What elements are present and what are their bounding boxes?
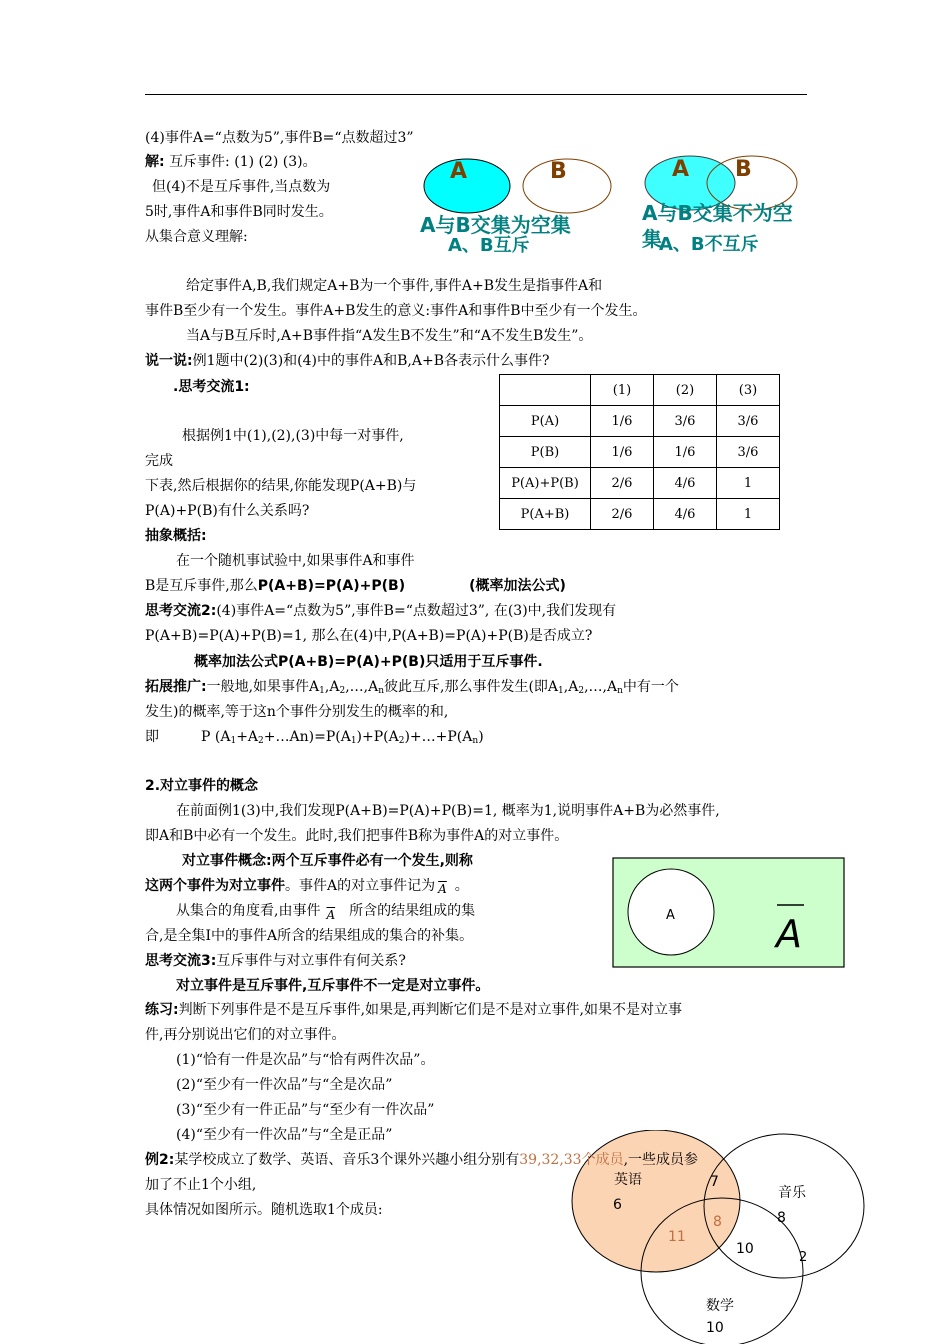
table-cell: (3): [717, 375, 780, 406]
table-cell: 1/6: [654, 437, 717, 468]
table-cell: 1: [717, 468, 780, 499]
exercise-line-2: 件,再分别说出它们的对立事件。: [145, 1027, 346, 1043]
table-cell: 2/6: [591, 499, 654, 530]
table-cell: P(B): [500, 437, 591, 468]
math-label: 数学: [706, 1298, 734, 1314]
relation-statement: 对立事件是互斥事件,互斥事件不一定是对立事件。: [176, 978, 490, 994]
think1-line-3: 下表,然后根据你的结果,你能发现P(A+B)与: [145, 478, 417, 494]
think1-title: .思考交流1:: [173, 379, 250, 395]
extension-line-1: 拓展推广:一般地,如果事件$A_1,A_2,\dots,A_n$彼此互斥,那么事件发生(即$A_1,A_2,\dots,A_n$中有一个: [145, 679, 679, 696]
venn2-caption: A与B交集不为空: [642, 201, 793, 225]
think3-line: 思考交流3:互斥事件与对立事件有何关系?: [145, 953, 406, 969]
think1-line-1: 根据例1中(1),(2),(3)中每一对事件,: [182, 428, 404, 444]
solution-line: 解: 互斥事件: (1) (2) (3)。: [145, 154, 317, 170]
exercise-item: (3)“至少有一件正品”与“至少有一件次品”: [176, 1102, 435, 1118]
section-2-line-2: 即A和B中必有一个发生。此时,我们把事件B称为事件A的对立事件。: [145, 828, 569, 844]
section-2-title: 2.对立事件的概念: [145, 778, 259, 794]
table-cell: 1: [717, 499, 780, 530]
table-cell: P(A+B): [500, 499, 591, 530]
table-row: [500, 468, 780, 499]
set-view-line-1: 从集合的角度看,由事件 $\overline{A}$ 所含的结果组成的集: [176, 903, 476, 922]
table-header-row: [500, 375, 780, 406]
math-only-count: 10: [706, 1320, 724, 1336]
venn1-set-b: [523, 159, 611, 213]
exercise-item: (2)“至少有一件次品”与“全是次品”: [176, 1077, 393, 1093]
english-only-count: 6: [613, 1197, 622, 1213]
table-cell: 1/6: [591, 437, 654, 468]
venn1-label-b: B: [550, 159, 567, 184]
music-label: 音乐: [778, 1185, 806, 1201]
section-2-line-1: 在前面例1(3)中,我们发现P(A+B)=P(A)+P(B)=1, 概率为1,说明事件A+B为必然事件,: [176, 803, 720, 819]
think1-line-4: P(A)+P(B)有什么关系吗?: [145, 503, 310, 519]
def-line-3: 当A与B互斥时,A+B事件指“A发生B不发生”和“A不发生B发生”。: [186, 328, 593, 344]
english-math-count: 11: [668, 1229, 686, 1245]
outside-count: 2: [799, 1250, 808, 1265]
extension-line-2: 发生)的概率,等于这n个事件分别发生的概率的和,: [145, 704, 449, 720]
music-math-count: 10: [736, 1241, 754, 1257]
example-2-line-2: 加了不止1个小组,: [145, 1177, 257, 1193]
venn2-label-a: A: [672, 157, 690, 182]
table-cell: (2): [654, 375, 717, 406]
think2-line: 思考交流2:(4)事件A=“点数为5”,事件B=“点数超过3”, 在(3)中,我们发现有: [145, 603, 617, 619]
solution-line-3: 5时,事件A和事件B同时发生。: [145, 204, 333, 220]
venn2-caption-2a: 集: [642, 227, 662, 251]
venn-mutual-exclusion: [410, 150, 830, 260]
venn2-caption-2b: A、B不互斥: [659, 234, 759, 255]
example-2-line-3: 具体情况如图所示。随机选取1个成员:: [145, 1202, 383, 1218]
english-music-count: 7: [710, 1174, 719, 1190]
table-row: [500, 499, 780, 530]
venn1-caption: A与B交集为空集: [420, 213, 571, 237]
exercise-line-1: 练习:判断下列事件是不是互斥事件,如果是,再判断它们是不是对立事件,如果不是对立事: [145, 1002, 682, 1018]
table-cell: 3/6: [717, 406, 780, 437]
opposite-definition-2: 这两个事件为对立事件。事件A的对立事件记为 $\overline{A}$ 。: [145, 878, 469, 896]
say-line: 说一说:例1题中(2)(3)和(4)中的事件A和B,A+B各表示什么事件?: [145, 353, 550, 369]
example-2-line-1: 例2:某学校成立了数学、英语、音乐3个课外兴趣小组分别有39,32,33个成员,一些成员参: [145, 1152, 699, 1168]
complement-label: A: [776, 912, 802, 956]
table-cell: 2/6: [591, 468, 654, 499]
venn1-caption-2: A、B互斥: [448, 235, 530, 256]
table-cell: 4/6: [654, 468, 717, 499]
table-cell: (1): [591, 375, 654, 406]
complement-diagram: [612, 857, 846, 969]
table-cell: 3/6: [654, 406, 717, 437]
think2-line-2: P(A+B)=P(A)+P(B)=1, 那么在(4)中,P(A+B)=P(A)+P(B)是否成立?: [145, 628, 593, 644]
solution-line-4: 从集合意义理解:: [145, 229, 248, 245]
header-rule: [145, 94, 807, 95]
exercise-item: (4)“至少有一件次品”与“全是正品”: [176, 1127, 393, 1143]
music-only-count: 8: [777, 1210, 786, 1226]
set-a-label: A: [666, 908, 675, 923]
table-row: [500, 406, 780, 437]
formula-note: 概率加法公式P(A+B)=P(A)+P(B)只适用于互斥事件.: [194, 654, 543, 670]
solution-line-2: 但(4)不是互斥事件,当点数为: [152, 179, 331, 195]
opposite-definition: 对立事件概念:两个互斥事件必有一个发生,则称: [182, 853, 473, 869]
abstract-label: 抽象概括:: [145, 528, 207, 544]
table-cell: P(A)+P(B): [500, 468, 591, 499]
table-row: [500, 437, 780, 468]
think1-line-2: 完成: [145, 453, 173, 469]
english-label: 英语: [614, 1172, 642, 1188]
table-cell: 4/6: [654, 499, 717, 530]
def-line-1: 给定事件A,B,我们规定A+B为一个事件,事件A+B发生是指事件A和: [186, 278, 603, 294]
table-cell: [500, 375, 591, 406]
abstract-line-2: B是互斥事件,那么P(A+B)=P(A)+P(B) (概率加法公式): [145, 578, 566, 594]
venn2-label-b: B: [735, 157, 752, 182]
extension-line-3: 即 P $(A_1+A_2+\dots An)=P(A_1)+P(A_2)+\dots+P(A_n)$: [145, 729, 484, 746]
exercise-item: (1)“恰有一件是次品”与“恰有两件次品”。: [176, 1052, 435, 1068]
table-cell: P(A): [500, 406, 591, 437]
set-view-line-2: 合,是全集I中的事件A所含的结果组成的集合的补集。: [145, 928, 474, 944]
problem-4: (4)事件A=“点数为5”,事件B=“点数超过3”: [145, 130, 414, 146]
probability-table: [499, 374, 780, 530]
table-cell: 1/6: [591, 406, 654, 437]
all-three-count: 8: [713, 1214, 722, 1230]
venn1-label-a: A: [450, 159, 468, 184]
table-cell: 3/6: [717, 437, 780, 468]
def-line-2: 事件B至少有一个发生。事件A+B发生的意义:事件A和事件B中至少有一个发生。: [145, 303, 647, 319]
abstract-line-1: 在一个随机事试验中,如果事件A和事件: [176, 553, 415, 569]
